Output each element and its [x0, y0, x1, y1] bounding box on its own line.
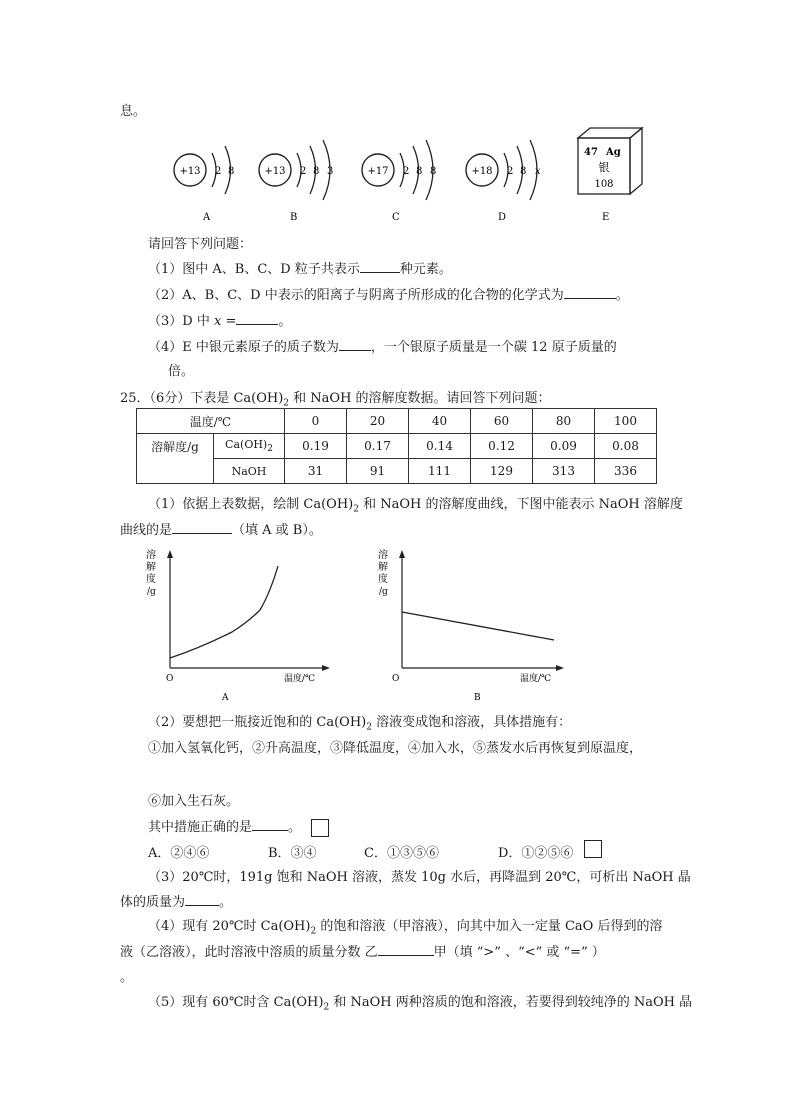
q25-part5: （5）现有 60℃时含 $Ca(OH)_2$ 和 NaOH 两种溶质的饱和溶液，若要得到较纯净的 NaOH 晶 [148, 995, 693, 1013]
q24-sub2: （2）A、B、C、D 中表示的阳离子与阴离子所形成的化合物的化学式为 。 [148, 284, 629, 303]
q24-sub1: （1）图中 A、B、C、D 粒子共表示 种元素。 [148, 258, 452, 277]
atom-a-nucleus: +13 [179, 166, 201, 177]
answer-box[interactable] [311, 819, 329, 837]
temp-cell: 100 [595, 409, 657, 434]
choice-b[interactable]: B．③④ [268, 846, 317, 861]
temp-cell: 20 [347, 409, 409, 434]
temp-cell: 80 [533, 409, 595, 434]
answer-blank[interactable] [236, 311, 278, 325]
atom-a-shell-1: 2 [215, 166, 222, 177]
caoh2-cell: 0.09 [533, 434, 595, 459]
solubility-table [136, 408, 657, 484]
atom-b-shell-1: 2 [300, 166, 307, 177]
naoh-label: NaOH [214, 459, 285, 484]
graph-a-label: A [222, 693, 229, 703]
atom-b-shell-2: 8 [313, 166, 320, 177]
solubility-header: 溶解度/g [137, 434, 214, 484]
atom-diagrams [160, 120, 660, 230]
atom-c-shell-1: 2 [403, 166, 410, 177]
answer-blank[interactable] [185, 892, 219, 906]
atom-a [174, 146, 234, 223]
graph-b [378, 548, 564, 703]
atom-d-shell-1: 2 [507, 166, 514, 177]
atom-b-shell-3: 3 [327, 166, 334, 177]
svg-text:/g: /g [379, 587, 388, 597]
answer-blank[interactable] [360, 259, 400, 273]
atom-a-label: A [203, 212, 211, 223]
q25-part2-options: ①加入氢氧化钙，②升高温度，③降低温度，④加入水，⑤蒸发水后再恢复到原温度， [148, 741, 643, 756]
element-label: E [602, 212, 610, 223]
q25-part4-cont: 液（乙溶液），此时溶液中溶质的质量分数 乙 甲（填 “>” 、“<” 或 “=” ） [120, 941, 605, 960]
q25-part1: （1）依据上表数据，绘制 $Ca(OH)_2$ 和 NaOH 的溶解度曲线，下图中能表示 NaOH 溶解度 [148, 497, 683, 515]
temp-header: 温度/℃ [137, 409, 285, 434]
choice-c[interactable]: C．①③⑤⑥ [364, 846, 439, 861]
element-name: 银 [598, 161, 610, 174]
graph-a-y-label: 溶 [146, 550, 156, 561]
q24-sub3: （3）D 中 x = 。 [148, 310, 291, 329]
graph-b-origin: O [392, 674, 400, 684]
q25-part1-cont: 曲线的是 （填 A 或 B）。 [120, 519, 322, 538]
graph-b-curve [402, 612, 554, 640]
q25-part2-question: 其中措施正确的是 。 [148, 816, 329, 837]
atom-d-label: D [498, 212, 507, 223]
atom-b-label: B [290, 212, 298, 223]
q25-part3-cont: 体的质量为 。 [120, 891, 232, 910]
solubility-graphs [140, 548, 580, 708]
atom-a-shell-2: 8 [228, 166, 235, 177]
temp-cell: 60 [471, 409, 533, 434]
answer-blank[interactable] [564, 285, 616, 299]
caoh2-label: $Ca(OH)_2$ [214, 434, 285, 459]
naoh-cell: 31 [285, 459, 347, 484]
naoh-cell: 111 [409, 459, 471, 484]
naoh-cell: 313 [533, 459, 595, 484]
choice-d[interactable]: D．①②⑤⑥ [498, 846, 574, 861]
atom-b [259, 140, 333, 223]
atom-d-nucleus: +18 [471, 166, 493, 177]
temp-cell: 40 [409, 409, 471, 434]
graph-a-origin: O [166, 674, 174, 684]
q25-part2-option6: ⑥加入生石灰。 [148, 794, 240, 809]
answer-blank[interactable] [378, 942, 434, 956]
graph-b-y-label: 溶 [378, 550, 388, 561]
svg-text:度: 度 [378, 574, 388, 585]
atom-b-nucleus: +13 [264, 166, 286, 177]
element-number: 47 [584, 147, 598, 158]
graph-b-label: B [474, 693, 481, 703]
svg-text:解: 解 [146, 562, 156, 573]
atom-d-shell-3: x [535, 166, 541, 177]
temp-cell: 0 [285, 409, 347, 434]
q24-prompt: 请回答下列问题： [148, 237, 253, 252]
graph-a-x-label: 温度/℃ [284, 674, 316, 684]
atom-c-nucleus: +17 [367, 166, 389, 177]
q25-part3: （3）20℃时，191g 饱和 NaOH 溶液，蒸发 10g 水后，再降温到 20℃，可析出 NaOH 晶 [148, 870, 691, 885]
element-symbol: Ag [606, 147, 621, 158]
element-box-e [578, 128, 642, 223]
atom-c-label: C [392, 212, 400, 223]
naoh-cell: 129 [471, 459, 533, 484]
answer-blank[interactable] [339, 337, 371, 351]
caoh2-cell: 0.17 [347, 434, 409, 459]
atom-d [466, 140, 541, 223]
answer-box[interactable] [584, 840, 602, 858]
q25-part4: （4）现有 20℃时 $Ca(OH)_2$ 的饱和溶液（甲溶液），向其中加入一定量 CaO 后得到的溶 [148, 919, 663, 937]
answer-blank[interactable] [172, 520, 232, 534]
q24-sub4: （4）E 中银元素原子的质子数为 ，一个银原子质量是一个碳 12 原子质量的 [148, 336, 617, 355]
element-mass: 108 [594, 179, 614, 190]
svg-text:/g: /g [147, 587, 156, 597]
atom-c-shell-3: 8 [430, 166, 437, 177]
caoh2-cell: 0.14 [409, 434, 471, 459]
atom-c-shell-2: 8 [416, 166, 423, 177]
graph-a-curve [170, 566, 278, 658]
naoh-cell: 91 [347, 459, 409, 484]
q25-part4-end: 。 [120, 970, 134, 985]
top-text: 息。 [120, 104, 147, 119]
caoh2-cell: 0.12 [471, 434, 533, 459]
answer-blank[interactable] [252, 817, 288, 831]
caoh2-cell: 0.08 [595, 434, 657, 459]
q25-header: 25．（6分）下表是 $Ca(OH)_2$ 和 NaOH 的溶解度数据。请回答下列问题： [120, 391, 551, 409]
atom-d-shell-2: 8 [520, 166, 527, 177]
atom-c [362, 140, 436, 223]
svg-text:解: 解 [378, 562, 388, 573]
caoh2-cell: 0.19 [285, 434, 347, 459]
q24-sub4-cont: 倍。 [168, 364, 195, 379]
graph-a [146, 548, 330, 703]
q25-part2: （2）要想把一瓶接近饱和的 $Ca(OH)_2$ 溶液变成饱和溶液，具体措施有： [148, 715, 572, 733]
svg-text:度: 度 [146, 574, 156, 585]
naoh-cell: 336 [595, 459, 657, 484]
choice-a[interactable]: A．②④⑥ [148, 846, 210, 861]
graph-b-x-label: 温度/℃ [520, 674, 552, 684]
